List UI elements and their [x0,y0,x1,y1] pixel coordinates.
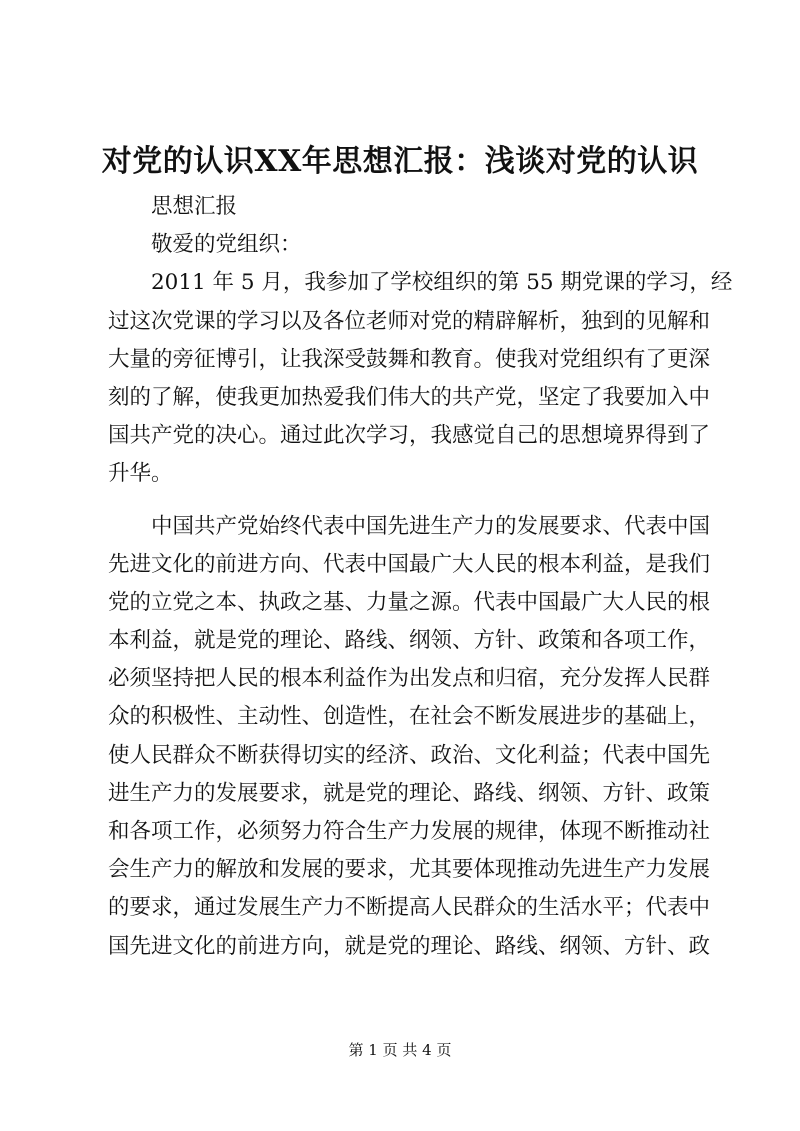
paragraph-line: 和各项工作，必须努力符合生产力发展的规律，体现不断推动社 [108,819,711,844]
paragraph-line: 会生产力的解放和发展的要求，尤其要体现推动先进生产力发展 [108,857,711,883]
document-title: 对党的认识XX年思想汇报：浅谈对党的认识 [101,144,699,179]
paragraph-line: 大量的旁征博引，让我深受鼓舞和教育。使我对党组织有了更深 [108,346,711,372]
paragraph-1 [108,264,733,493]
paragraph-line: 进生产力的发展要求，就是党的理论、路线、纲领、方针、政策 [108,780,711,806]
paragraph-line: 本利益，就是党的理论、路线、纲领、方针、政策和各项工作， [108,628,711,654]
paragraph-line: 众的积极性、主动性、创造性，在社会不断发展进步的基础上， [108,704,711,730]
paragraph-line: 先进文化的前进方向、代表中国最广大人民的根本利益，是我们 [108,551,711,577]
subtitle: 思想汇报 [151,194,238,219]
paragraph-line: 升华。 [108,461,173,487]
page-footer: 第 1 页 共 4 页 [348,1041,452,1059]
paragraph-line: 刻的了解，使我更加热爱我们伟大的共产党，坚定了我要加入中 [108,384,711,410]
paragraph-2 [108,508,711,966]
paragraph-line: 的要求，通过发展生产力不断提高人民群众的生活水平；代表中 [108,895,711,921]
paragraph-line: 中国共产党始终代表中国先进生产力的发展要求、代表中国 [151,513,711,539]
paragraph-spacer [108,494,708,508]
paragraph-line: 国共产党的决心。通过此次学习，我感觉自己的思想境界得到了 [108,423,711,449]
paragraph-line: 党的立党之本、执政之基、力量之源。代表中国最广大人民的根 [108,589,711,615]
paragraph-line: 2011 年 5 月，我参加了学校组织的第 55 期党课的学习，经 [151,270,733,296]
paragraph-line: 过这次党课的学习以及各位老师对党的精辟解析，独到的见解和 [108,308,711,334]
paragraph-line: 国先进文化的前进方向，就是党的理论、路线、纲领、方针、政 [108,933,711,959]
document-body [108,188,733,966]
salutation: 敬爱的党组织： [151,232,302,258]
paragraph-line: 使人民群众不断获得切实的经济、政治、文化利益；代表中国先 [108,742,711,768]
paragraph-line: 必须坚持把人民的根本利益作为出发点和归宿，充分发挥人民群 [108,666,711,692]
